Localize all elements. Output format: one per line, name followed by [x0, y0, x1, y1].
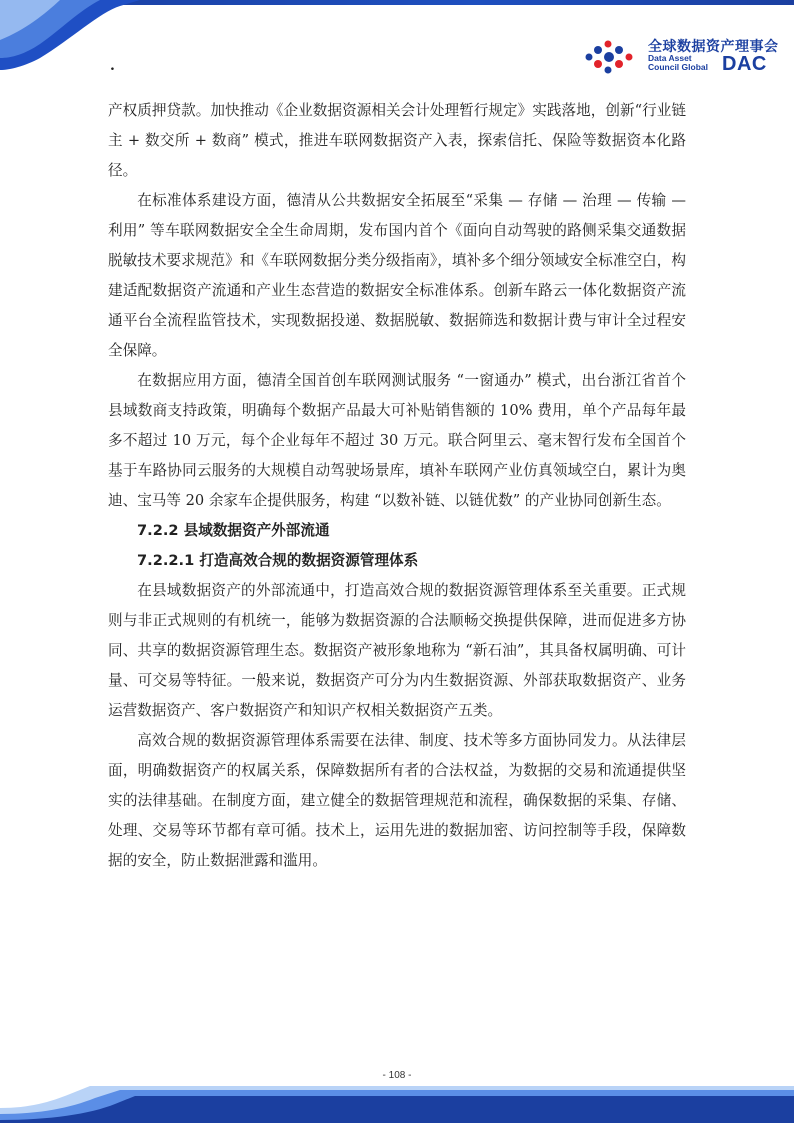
- paragraph: 产权质押贷款。加快推动《企业数据资源相关会计处理暂行规定》实践落地，创新“行业链主 + 数交所 + 数商” 模式，推进车联网数据资产入表，探索信托、保险等数据资本化路径。: [108, 102, 686, 179]
- footer-band: [0, 1080, 794, 1123]
- logo-en-line2: Council Global: [648, 62, 708, 72]
- logo-org-name-cn: 全球数据资产理事会: [648, 39, 779, 55]
- dac-logo-icon: [584, 40, 636, 74]
- paragraph: 在标准体系建设方面，德清从公共数据安全拓展至“采集 — 存储 — 治理 — 传输 — 利用” 等车联网数据安全全生命周期，发布国内首个《面向自动驾驶的路侧采集交通数据脱敏技术要求规范》和《车联网数据分类分级指南》，填补多个细分领域安全标准空白，构建适配数据资产流通和产业生态营造的数据安全标准体系。创新车路云一体化数据资产流通平台全流程监管技术，实现数据投递、数据脱敏、数据筛选和数据计费与审计全过程安全保障。: [108, 192, 686, 359]
- section-heading: 7.2.2 县域数据资产外部流通: [137, 522, 330, 539]
- logo-abbr: DAC: [722, 53, 767, 75]
- subsection-heading: 7.2.2.1 打造高效合规的数据资源管理体系: [137, 552, 419, 569]
- page-number: - 108 -: [382, 1070, 412, 1081]
- logo-org-name-en: [648, 54, 708, 72]
- paragraph: 在县域数据资产的外部流通中，打造高效合规的数据资源管理体系至关重要。正式规则与非正式规则的有机统一，能够为数据资源的合法顺畅交换提供保障，进而促进多方协同、共享的数据资源管理生态。数据资产被形象地称为 “新石油”，其具备权属明确、可计量、可交易等特征。一般来说，数据资产可分为内生数据资源、外部获取数据资产、业务运营数据资产、客户数据资产和知识产权相关数据资产五类。: [108, 582, 686, 719]
- logo-en-line1: Data Asset: [648, 53, 692, 63]
- dac-logo: [584, 36, 784, 76]
- paragraph: 在数据应用方面，德清全国首创车联网测试服务 “一窗通办” 模式，出台浙江省首个县域数商支持政策，明确每个数据产品最大可补贴销售额的 10% 费用，单个产品每年最多不超过 10 万元，每个企业每年不超过 30 万元。联合阿里云、毫末智行发布全国首个基于车路协同云服务的大规模自动驾驶场景库，填补车联网产业仿真领域空白，累计为奥迪、宝马等 20 余家车企提供服务，构建 “以数补链、以链优数” 的产业协同创新生态。: [108, 372, 686, 509]
- header-swoosh: [0, 0, 140, 70]
- paragraph: 高效合规的数据资源管理体系需要在法律、制度、技术等多方面协同发力。从法律层面，明确数据资产的权属关系，保障数据所有者的合法权益，为数据的交易和流通提供坚实的法律基础。在制度方面，建立健全的数据管理规范和流程，确保数据的采集、存储、处理、交易等环节都有章可循。技术上，运用先进的数据加密、访问控制等手段，保障数据的安全，防止数据泄露和滥用。: [108, 732, 686, 869]
- document-body: [108, 96, 686, 876]
- header-bullet: .: [110, 58, 115, 74]
